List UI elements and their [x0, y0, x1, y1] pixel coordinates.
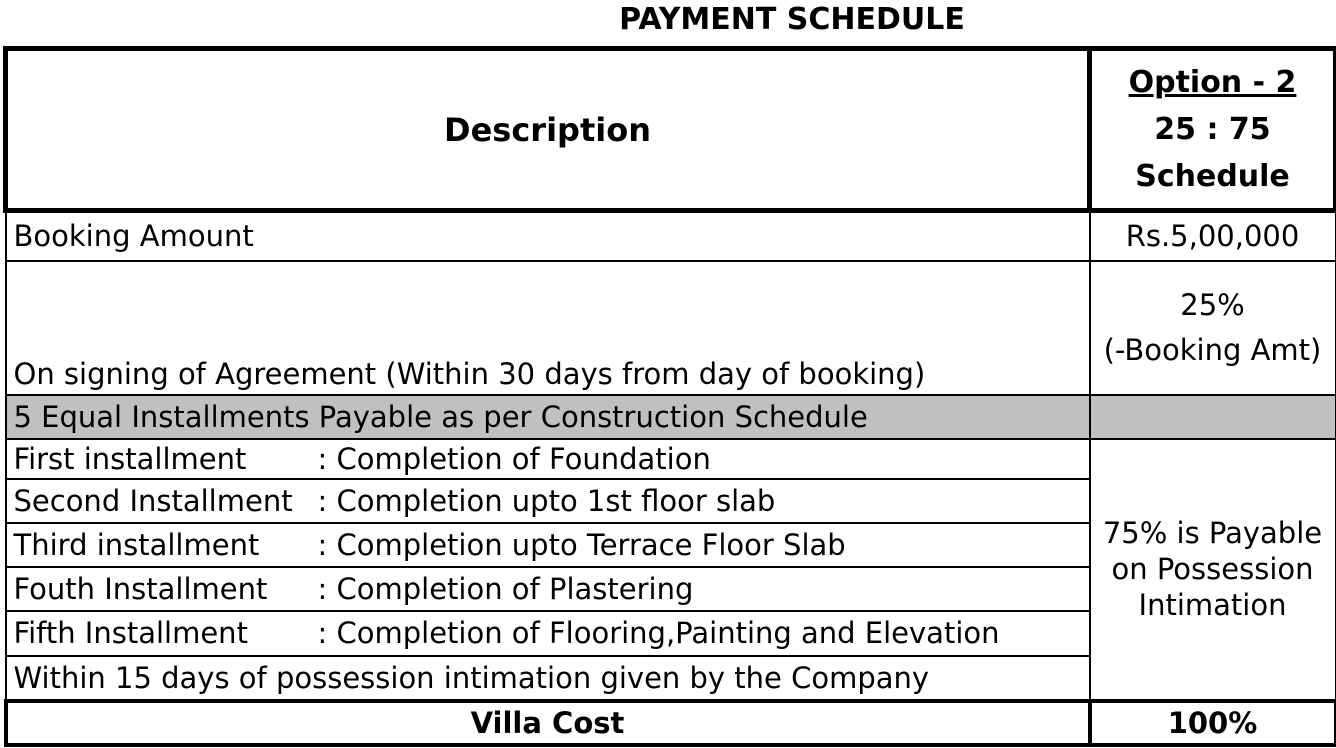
table-row [6, 439, 1336, 479]
booking-label: Booking Amount [6, 211, 1090, 261]
description-header: Description [6, 49, 1090, 211]
booking-value: Rs.5,00,000 [1090, 211, 1336, 261]
agreement-label: On signing of Agreement (Within 30 days from day of booking) [6, 261, 1090, 395]
merged-value-line3: Intimation [1138, 588, 1287, 622]
option-ratio: 25 : 75 [1154, 112, 1271, 147]
installment-cell [6, 479, 1090, 523]
installment-stage: : Completion of Flooring,Painting and Elevation [317, 616, 1000, 650]
option-schedule: Schedule [1135, 159, 1290, 194]
installment-name: Fouth Installment [13, 571, 268, 606]
option-header [1090, 49, 1336, 211]
booking-row [6, 211, 1336, 261]
table-header-row [6, 49, 1336, 211]
merged-value-line2: on Possession [1111, 552, 1314, 586]
agreement-row [6, 261, 1336, 395]
installments-header-value [1090, 395, 1336, 439]
installments-header-row [6, 395, 1336, 439]
installment-name: Third installment [13, 527, 260, 562]
installment-stage: : Completion upto Terrace Floor Slab [317, 527, 846, 562]
installment-cell [6, 523, 1090, 567]
installment-stage: : Completion of Plastering [317, 571, 694, 606]
installment-cell [6, 567, 1090, 611]
installment-cell [6, 611, 1090, 656]
installments-header: 5 Equal Installments Payable as per Construction Schedule [6, 395, 1090, 439]
installment-cell [6, 439, 1090, 479]
agreement-percent: 25% [1180, 287, 1245, 322]
agreement-value [1090, 261, 1336, 395]
villa-cost-label: Villa Cost [6, 701, 1090, 745]
installment-name: Fifth Installment [13, 616, 248, 650]
possession-label: Within 15 days of possession intimation given by the Company [6, 656, 1090, 701]
option-title: Option - 2 [1128, 65, 1297, 100]
page-title: PAYMENT SCHEDULE [619, 2, 965, 37]
possession-payment-value [1090, 439, 1336, 701]
installment-stage: : Completion upto 1st floor slab [317, 483, 776, 518]
merged-value-line1: 75% is Payable [1102, 516, 1323, 550]
villa-cost-value: 100% [1090, 701, 1336, 745]
installment-name: First installment [13, 441, 247, 476]
total-row [6, 701, 1336, 745]
payment-schedule-table [3, 46, 1336, 747]
installment-name: Second Installment [13, 483, 293, 518]
installment-stage: : Completion of Foundation [317, 441, 711, 476]
agreement-note: (-Booking Amt) [1103, 332, 1322, 367]
